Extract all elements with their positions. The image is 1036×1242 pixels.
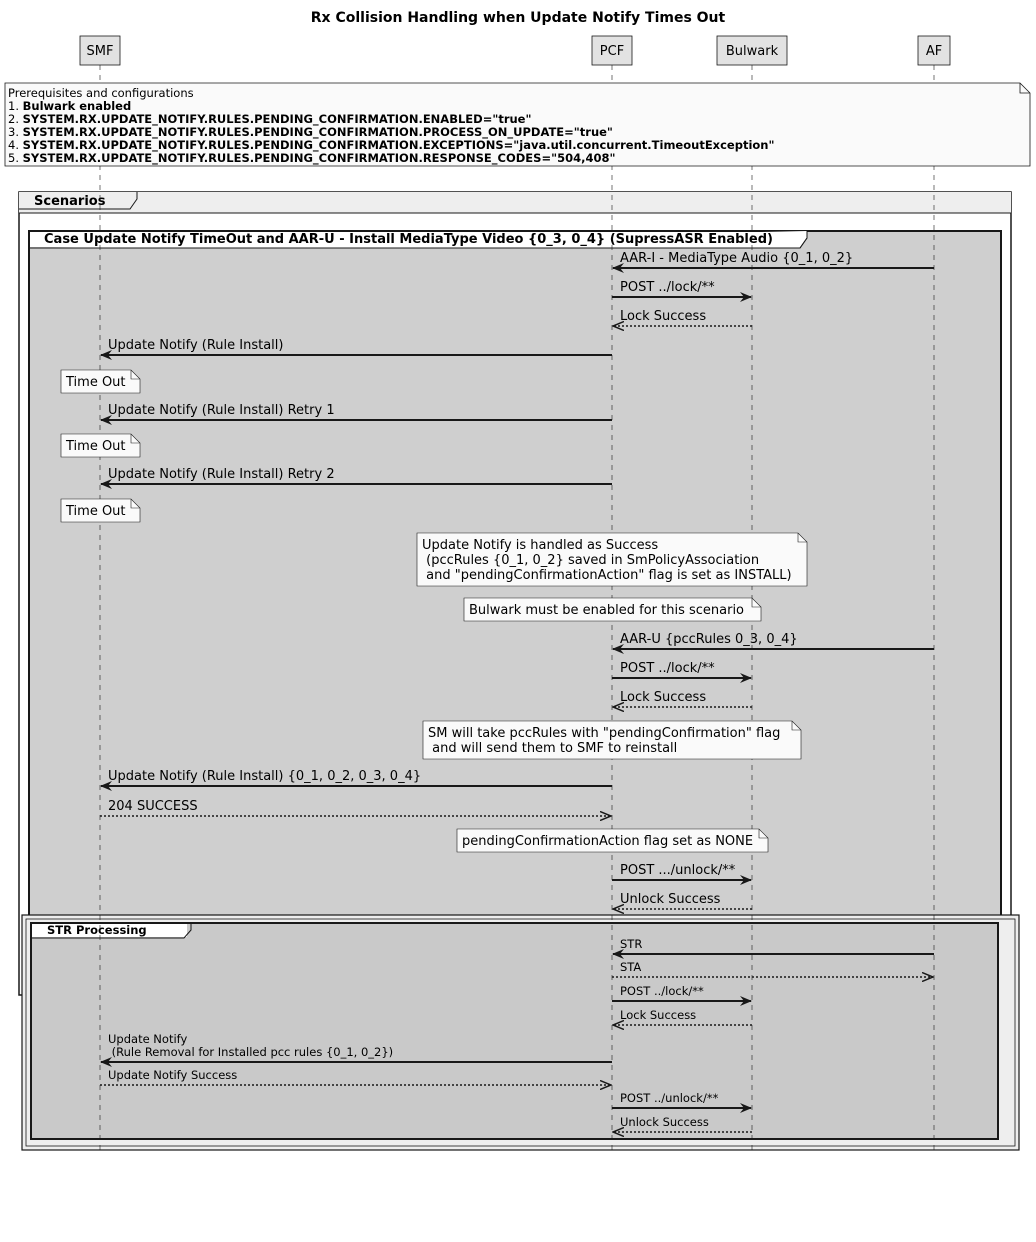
note-text: Bulwark must be enabled for this scenario	[469, 603, 745, 618]
prerequisites-heading: Prerequisites and configurations	[8, 86, 194, 100]
prerequisite-number: 2.	[8, 112, 23, 126]
note-box	[423, 721, 801, 759]
pcf-participant-label: PCF	[599, 44, 625, 59]
message-label: Update Notify (Rule Removal for Installed pcc rules {0_1, 0_2})	[108, 1032, 394, 1059]
message-label: Update Notify (Rule Install) Retry 1	[108, 403, 335, 418]
message-label: Lock Success	[620, 1008, 697, 1022]
af-participant-label: AF	[925, 44, 943, 59]
message-label: Update Notify Success	[108, 1068, 238, 1082]
scenarios-group-label: Scenarios	[34, 194, 106, 209]
prerequisite-number: 4.	[8, 138, 23, 152]
note-text: Time Out	[66, 439, 126, 454]
prerequisite-number: 1.	[8, 99, 23, 113]
note-text: Time Out	[66, 504, 126, 519]
prerequisite-text: SYSTEM.RX.UPDATE_NOTIFY.RULES.PENDING_CONFIRMATION.ENABLED="true"	[22, 112, 532, 126]
note-text: pendingConfirmationAction flag set as NONE	[462, 834, 754, 849]
message-label: Update Notify (Rule Install) Retry 2	[108, 467, 335, 482]
message-label: POST .../unlock/**	[620, 863, 736, 878]
smf-participant-label: SMF	[86, 44, 114, 59]
message-label: Update Notify (Rule Install) {0_1, 0_2, 0_3, 0_4}	[108, 769, 422, 784]
prerequisite-text: SYSTEM.RX.UPDATE_NOTIFY.RULES.PENDING_CONFIRMATION.RESPONSE_CODES="504,408"	[22, 151, 616, 165]
message-label: AAR-U {pccRules 0_3, 0_4}	[620, 632, 798, 647]
message-label: POST ../lock/**	[620, 661, 715, 676]
message-label: Unlock Success	[620, 1115, 709, 1129]
case-group-label: Case Update Notify TimeOut and AAR-U - Install MediaType Video {0_3, 0_4} (SupressASR Enabled)	[44, 232, 773, 247]
note-box	[464, 598, 761, 621]
prerequisite-number: 5.	[8, 151, 23, 165]
prerequisite-text: Bulwark enabled	[22, 99, 132, 113]
message-arrow	[612, 863, 751, 880]
bulwark-participant-label: Bulwark	[725, 44, 779, 59]
note-box	[457, 829, 768, 852]
note-box	[417, 533, 807, 586]
participants	[80, 36, 950, 65]
message-label: Lock Success	[620, 309, 707, 324]
note-text: SM will take pccRules with "pendingConfirmation" flag and will send them to SMF to reinstall	[428, 726, 781, 756]
str-group-label: STR Processing	[47, 923, 147, 937]
message-label: POST ../lock/**	[620, 984, 704, 998]
prerequisite-number: 3.	[8, 125, 23, 139]
note-box	[61, 434, 140, 457]
prerequisite-item	[8, 99, 131, 113]
message-label: AAR-I - MediaType Audio {0_1, 0_2}	[620, 251, 854, 266]
message-label: Unlock Success	[620, 892, 721, 907]
prerequisite-text: SYSTEM.RX.UPDATE_NOTIFY.RULES.PENDING_CONFIRMATION.EXCEPTIONS="java.util.concurrent.TimeoutException"	[22, 138, 775, 152]
prerequisites-note	[5, 83, 1030, 166]
note-box	[61, 370, 140, 393]
prerequisite-item	[8, 151, 615, 166]
message-label: STR	[620, 937, 643, 951]
message-label: 204 SUCCESS	[108, 799, 198, 814]
message-label: POST ../unlock/**	[620, 1091, 719, 1105]
message-label: Update Notify (Rule Install)	[108, 338, 284, 353]
note-text: Time Out	[66, 375, 126, 390]
note-text: Update Notify is handled as Success (pccRules {0_1, 0_2} saved in SmPolicyAssociation and "pendingConfirmationAction" flag is set as INSTALL)	[422, 538, 792, 583]
prerequisite-text: SYSTEM.RX.UPDATE_NOTIFY.RULES.PENDING_CONFIRMATION.PROCESS_ON_UPDATE="true"	[22, 125, 613, 139]
message-label: STA	[620, 960, 642, 974]
message-label: POST ../lock/**	[620, 280, 715, 295]
message-label: Lock Success	[620, 690, 707, 705]
diagram-title: Rx Collision Handling when Update Notify Times Out	[310, 10, 726, 26]
note-box	[61, 499, 140, 522]
